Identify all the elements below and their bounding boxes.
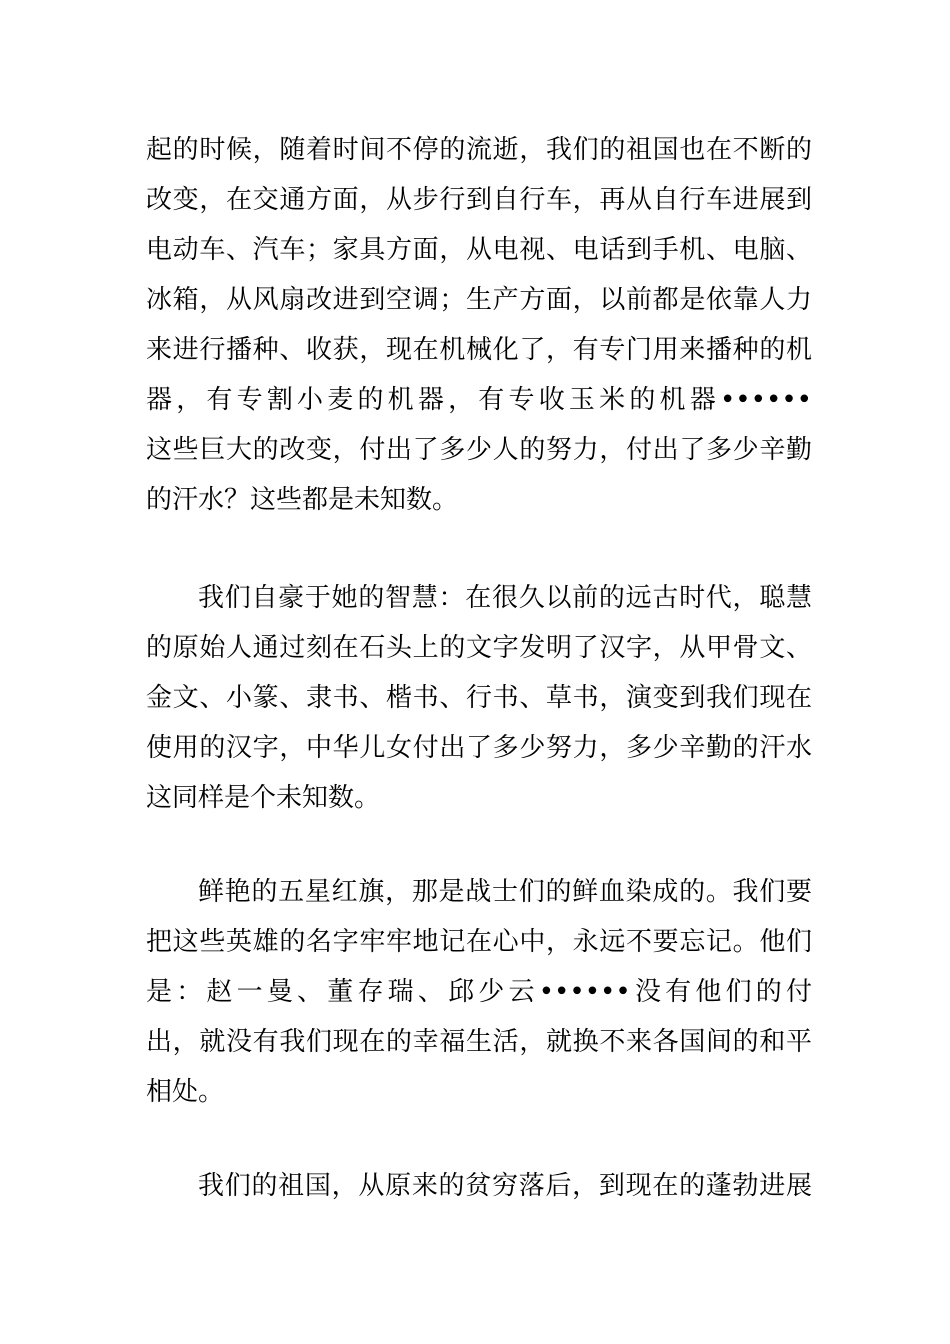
paragraph-line: 起的时候，随着时间不停的流逝，我们的祖国也在不断的 [146,135,812,165]
paragraph-line: 我们的祖国，从原来的贫穷落后，到现在的蓬勃进展 [198,1171,812,1201]
paragraph-line: 把这些英雄的名字牢牢地记在心中，永远不要忘记。他们 [146,927,812,957]
paragraph-line: 金文、小篆、隶书、楷书、行书、草书，演变到我们现在 [146,683,812,713]
paragraph-line: 是：赵一曼、董存瑞、邱少云••••••没有他们的付 [146,977,812,1007]
paragraph-line: 鲜艳的五星红旗，那是战士们的鲜血染成的。我们要 [198,877,812,907]
paragraph-line: 我们自豪于她的智慧：在很久以前的远古时代，聪慧 [198,583,812,613]
paragraph-line: 来进行播种、收获，现在机械化了，有专门用来播种的机 [146,335,812,365]
paragraph-line: 相处。 [146,1077,225,1107]
paragraph-1 [146,125,812,525]
paragraph-line: 使用的汉字，中华儿女付出了多少努力，多少辛勤的汗水 [146,733,812,763]
paragraph-line: 出，就没有我们现在的幸福生活，就换不来各国间的和平 [146,1027,812,1057]
paragraph-line: 改变，在交通方面，从步行到自行车，再从自行车进展到 [146,185,812,215]
paragraph-line: 这同样是个未知数。 [146,783,381,813]
paragraph-4 [146,1161,812,1211]
paragraph-3 [146,867,812,1117]
paragraph-line: 电动车、汽车；家具方面，从电视、电话到手机、电脑、 [146,235,812,265]
paragraph-line: 这些巨大的改变，付出了多少人的努力，付出了多少辛勤 [146,435,812,465]
paragraph-line: 器，有专割小麦的机器，有专收玉米的机器•••••• [146,385,812,415]
paragraph-line: 的原始人通过刻在石头上的文字发明了汉字，从甲骨文、 [146,633,812,663]
paragraph-line: 冰箱，从风扇改进到空调；生产方面，以前都是依靠人力 [146,285,812,315]
paragraph-2 [146,573,812,823]
paragraph-line: 的汗水？这些都是未知数。 [146,485,459,515]
